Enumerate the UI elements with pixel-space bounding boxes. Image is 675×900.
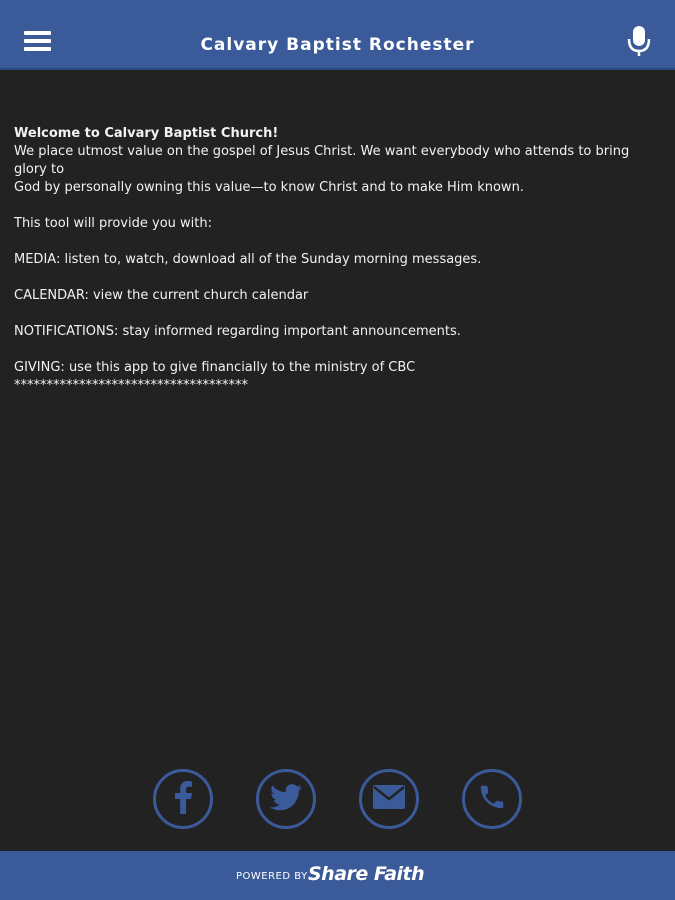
phone-icon: [477, 782, 507, 816]
calendar-text: CALENDAR: view the current church calendar: [14, 288, 309, 303]
facebook-icon: [172, 780, 194, 818]
welcome-heading: Welcome to Calvary Baptist Church!: [14, 126, 279, 141]
powered-by-label: POWERED BY: [236, 871, 308, 882]
media-text: MEDIA: listen to, watch, download all of the Sunday morning messages.: [14, 252, 482, 267]
social-links: [0, 769, 675, 831]
welcome-content: [14, 125, 664, 395]
intro-text-line-1: We place utmost value on the gospel of Jesus Christ. We want everybody who attends to bring glory to: [14, 144, 630, 177]
facebook-button[interactable]: [153, 769, 213, 829]
email-button[interactable]: [359, 769, 419, 829]
intro-text-line-2: God by personally owning this value—to know Christ and to make Him known.: [14, 180, 524, 195]
phone-button[interactable]: [462, 769, 522, 829]
app-footer: [0, 851, 675, 900]
email-icon: [372, 784, 406, 814]
giving-text: GIVING: use this app to give financially to the ministry of CBC: [14, 360, 416, 375]
tool-intro-text: This tool will provide you with:: [14, 216, 212, 231]
sharefaith-logo[interactable]: Share Faith: [308, 863, 425, 885]
divider-stars: ************************************: [14, 378, 248, 393]
app-title: Calvary Baptist Rochester: [200, 35, 475, 55]
twitter-icon: [270, 784, 302, 815]
twitter-button[interactable]: [256, 769, 316, 829]
microphone-icon[interactable]: [626, 24, 652, 58]
notifications-text: NOTIFICATIONS: stay informed regarding important announcements.: [14, 324, 461, 339]
app-header: [0, 0, 675, 70]
